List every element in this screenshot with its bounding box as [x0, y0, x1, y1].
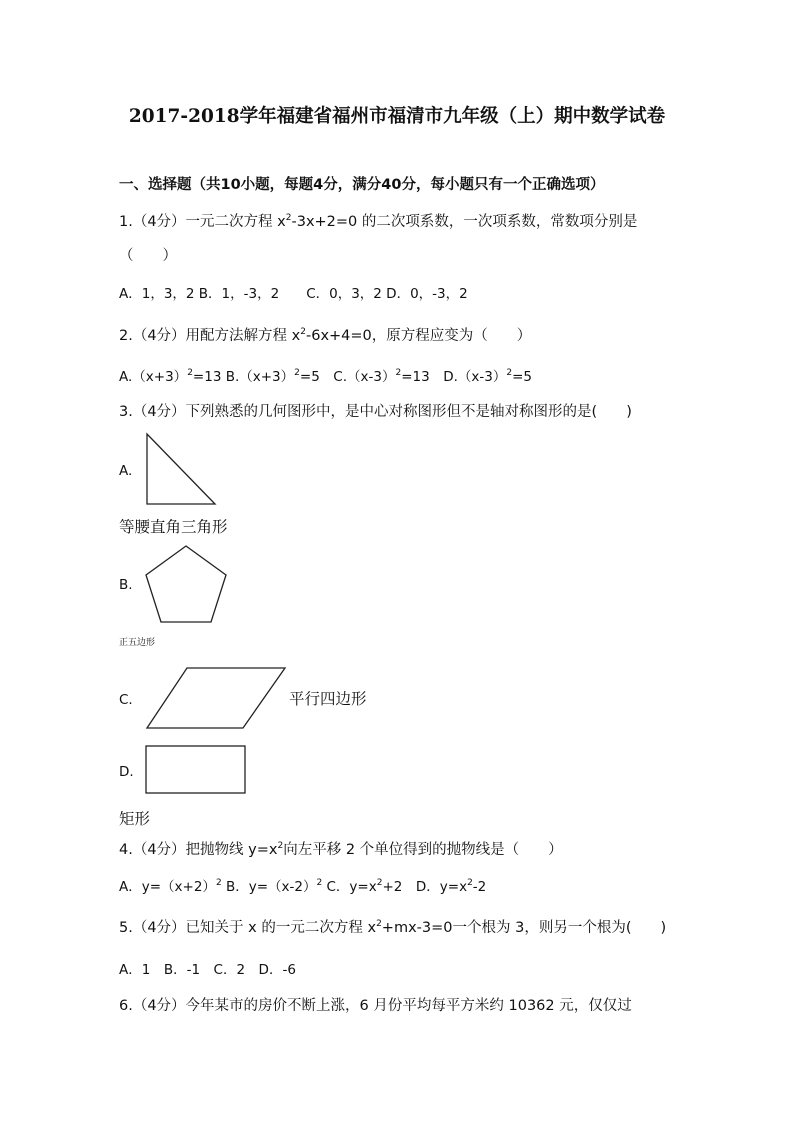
question-3-stem: 3.（4分）下列熟悉的几何图形中，是中心对称图形但不是轴对称图形的是( ) [119, 404, 632, 420]
section-heading: 一、选择题（共10小题，每题4分，满分40分，每小题只有一个正确选项） [119, 177, 605, 193]
question-1-stem-bracket: （ ） [119, 248, 177, 264]
right-triangle-figure [145, 432, 217, 506]
option-d-caption: 矩形 [119, 810, 151, 828]
question-4-options: A．$y=(x+2)^2$ B．$y=(x-2)^2$ C．$y=x^2+2$ D．$y=x^2-2$ [119, 878, 487, 895]
question-4-stem: 4.（4分）把抛物线 $y=x^2$向左平移 2 个单位得到的抛物线是（ ） [119, 841, 563, 858]
question-2-options: $A.(x+3)^2=13$ $B.(x+3)^2=5$ $C.(x-3)^2=13$ $D.(x-3)^2=5$ [119, 368, 532, 385]
option-d-label: D. [119, 764, 134, 780]
question-1-options: A．1，3，2 B．1，-3，2 C．0，3，2 D．0，-3，2 [119, 286, 468, 302]
question-5-stem: 5.（4分）已知关于 x 的一元二次方程 $x^2+mx-3=0$一个根为 3，则另一个根为( ) [119, 919, 667, 936]
option-c-label: C. [119, 692, 133, 708]
option-b-caption: 正五边形 [119, 638, 156, 648]
question-6-stem: 6.（4分）今年某市的房价不断上涨，6 月份平均每平方米约 10362 元，仅仅过 [119, 998, 632, 1014]
paper-title: 2017-2018学年福建省福州市福清市九年级（上）期中数学试卷 [128, 106, 666, 127]
rectangle-figure [145, 745, 247, 795]
option-b-label: B. [119, 577, 133, 593]
question-2-stem: 2.（4分）用配方法解方程 $x^2-6x+4=0$，原方程应变为（ ） [119, 327, 532, 344]
parallelogram-figure [145, 666, 287, 730]
pentagon-figure [143, 544, 229, 624]
question-5-options: A．1 B．-1 C．2 D．-6 [119, 962, 296, 978]
option-a-label: A. [119, 463, 133, 479]
question-1-stem: 1.（4分）一元二次方程 $x^2-3x+2=0$ 的二次项系数，一次项系数，常数项分别是 [119, 213, 638, 230]
option-a-caption: 等腰直角三角形 [119, 518, 228, 536]
option-c-caption: 平行四边形 [289, 690, 367, 708]
